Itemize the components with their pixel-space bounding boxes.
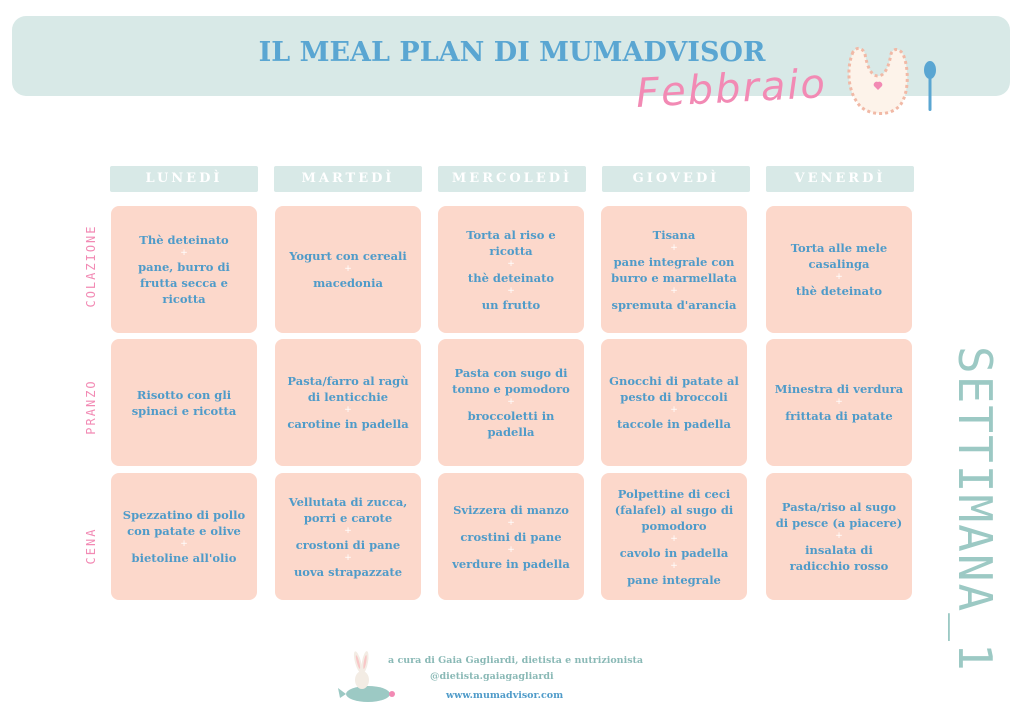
day-header-giovedi: GIOVEDÌ	[602, 166, 750, 192]
meal-cell-pranzo-lunedi	[111, 339, 257, 466]
plus-separator: +	[344, 405, 352, 415]
week-label: SETTIMANA_1	[948, 346, 1002, 673]
plus-separator: +	[670, 560, 678, 571]
meal-item: pane integrale	[627, 572, 721, 587]
meal-item: Thè deteinato	[139, 233, 229, 247]
meal-item: pane integrale con burro e marmellata	[611, 254, 737, 285]
meal-cell-colazione-martedi	[275, 206, 421, 333]
month-subtitle: Febbraio	[634, 61, 829, 117]
meal-cell-pranzo-mercoledi	[438, 339, 584, 466]
day-header-venerdi: VENERDÌ	[766, 166, 914, 192]
meal-item: pane, burro di frutta secca e ricotta	[138, 260, 230, 306]
meal-label-colazione: COLAZIONE	[84, 224, 98, 308]
meal-cell-cena-lunedi	[111, 473, 257, 600]
plus-separator: +	[507, 544, 515, 555]
meal-item: bietoline all'olio	[131, 551, 237, 565]
meal-item: thè deteinato	[795, 284, 883, 298]
day-header-martedi: MARTEDÌ	[274, 166, 422, 192]
plus-separator: +	[507, 397, 515, 407]
meal-item: Pasta con sugo di tonno e pomodoro	[452, 366, 570, 396]
meal-item: carotine in padella	[287, 417, 409, 431]
meal-cell-colazione-lunedi	[111, 206, 257, 333]
plus-separator: +	[835, 531, 843, 541]
plus-separator: +	[344, 525, 352, 536]
plus-separator: +	[180, 248, 188, 258]
meal-item: Gnocchi di patate al pesto di broccoli	[609, 374, 739, 404]
meal-item: uova strapazzate	[293, 564, 403, 579]
spoon-icon	[920, 60, 940, 114]
footer-credit: a cura di Gaia Gagliardi, dietista e nutrizionista	[388, 655, 644, 666]
plus-separator: +	[507, 517, 515, 528]
meal-item: thè deteinato	[467, 270, 555, 285]
footer-handle: @dietista.gaiagagliardi	[430, 671, 554, 682]
meal-item: Risotto con gli spinaci e ricotta	[131, 387, 237, 418]
plus-separator: +	[180, 539, 188, 549]
footer-website[interactable]: www.mumadvisor.com	[446, 690, 564, 701]
meal-item: frittata di patate	[785, 409, 893, 423]
meal-item: spremuta d'arancia	[611, 297, 737, 312]
meal-cell-colazione-giovedi	[601, 206, 747, 333]
meal-item: Pasta/riso al sugo di pesce (a piacere)	[775, 500, 903, 530]
meal-cell-cena-venerdi	[766, 473, 912, 600]
meal-item: cavolo in padella	[619, 545, 729, 560]
meal-item: Svizzera di manzo	[453, 502, 569, 517]
meal-item: Torta al riso e ricotta	[466, 227, 556, 258]
plus-separator: +	[507, 285, 515, 296]
plus-separator: +	[835, 272, 843, 282]
meal-item: crostoni di pane	[295, 537, 401, 552]
meal-item: taccole in padella	[617, 417, 731, 431]
meal-cell-pranzo-martedi	[275, 339, 421, 466]
meal-item: Torta alle mele casalinga	[790, 241, 888, 271]
plus-separator: +	[670, 405, 678, 415]
page-title: IL MEAL PLAN DI MUMADVISOR	[258, 37, 766, 68]
meal-item: Spezzatino di pollo con patate e olive	[122, 508, 246, 538]
meal-cell-pranzo-venerdi	[766, 339, 912, 466]
meal-item: Pasta/farro al ragù di lenticchie	[287, 374, 409, 404]
plus-separator: +	[670, 533, 678, 544]
meal-item: Minestra di verdura	[774, 382, 904, 396]
meal-label-cena: CENA	[84, 527, 98, 565]
plus-separator: +	[507, 258, 515, 269]
meal-item: crostini di pane	[460, 529, 562, 544]
plus-separator: +	[670, 285, 678, 296]
meal-item: broccoletti in padella	[467, 409, 555, 439]
meal-cell-cena-martedi	[275, 473, 421, 600]
meal-item: Polpettine di ceci (falafel) al sugo di pomodoro	[614, 486, 734, 533]
meal-item: macedonia	[313, 276, 383, 290]
plus-separator: +	[344, 552, 352, 563]
plus-separator: +	[344, 264, 352, 274]
meal-item: un frutto	[481, 297, 541, 312]
meal-label-pranzo: PRANZO	[84, 379, 98, 435]
plus-separator: +	[670, 242, 678, 253]
meal-item: Vellutata di zucca, porri e carote	[288, 494, 408, 525]
meal-cell-colazione-venerdi	[766, 206, 912, 333]
day-header-mercoledi: MERCOLEDÌ	[438, 166, 586, 192]
meal-cell-pranzo-giovedi	[601, 339, 747, 466]
meal-cell-cena-giovedi	[601, 473, 747, 600]
baby-bib-icon	[843, 46, 913, 126]
meal-item: Yogurt con cereali	[289, 249, 407, 263]
meal-item: insalata di radicchio rosso	[789, 543, 889, 573]
meal-cell-cena-mercoledi	[438, 473, 584, 600]
day-header-lunedi: LUNEDÌ	[110, 166, 258, 192]
plus-separator: +	[835, 397, 843, 407]
meal-cell-colazione-mercoledi	[438, 206, 584, 333]
meal-item: verdure in padella	[452, 556, 570, 571]
meal-item: Tisana	[652, 227, 696, 242]
